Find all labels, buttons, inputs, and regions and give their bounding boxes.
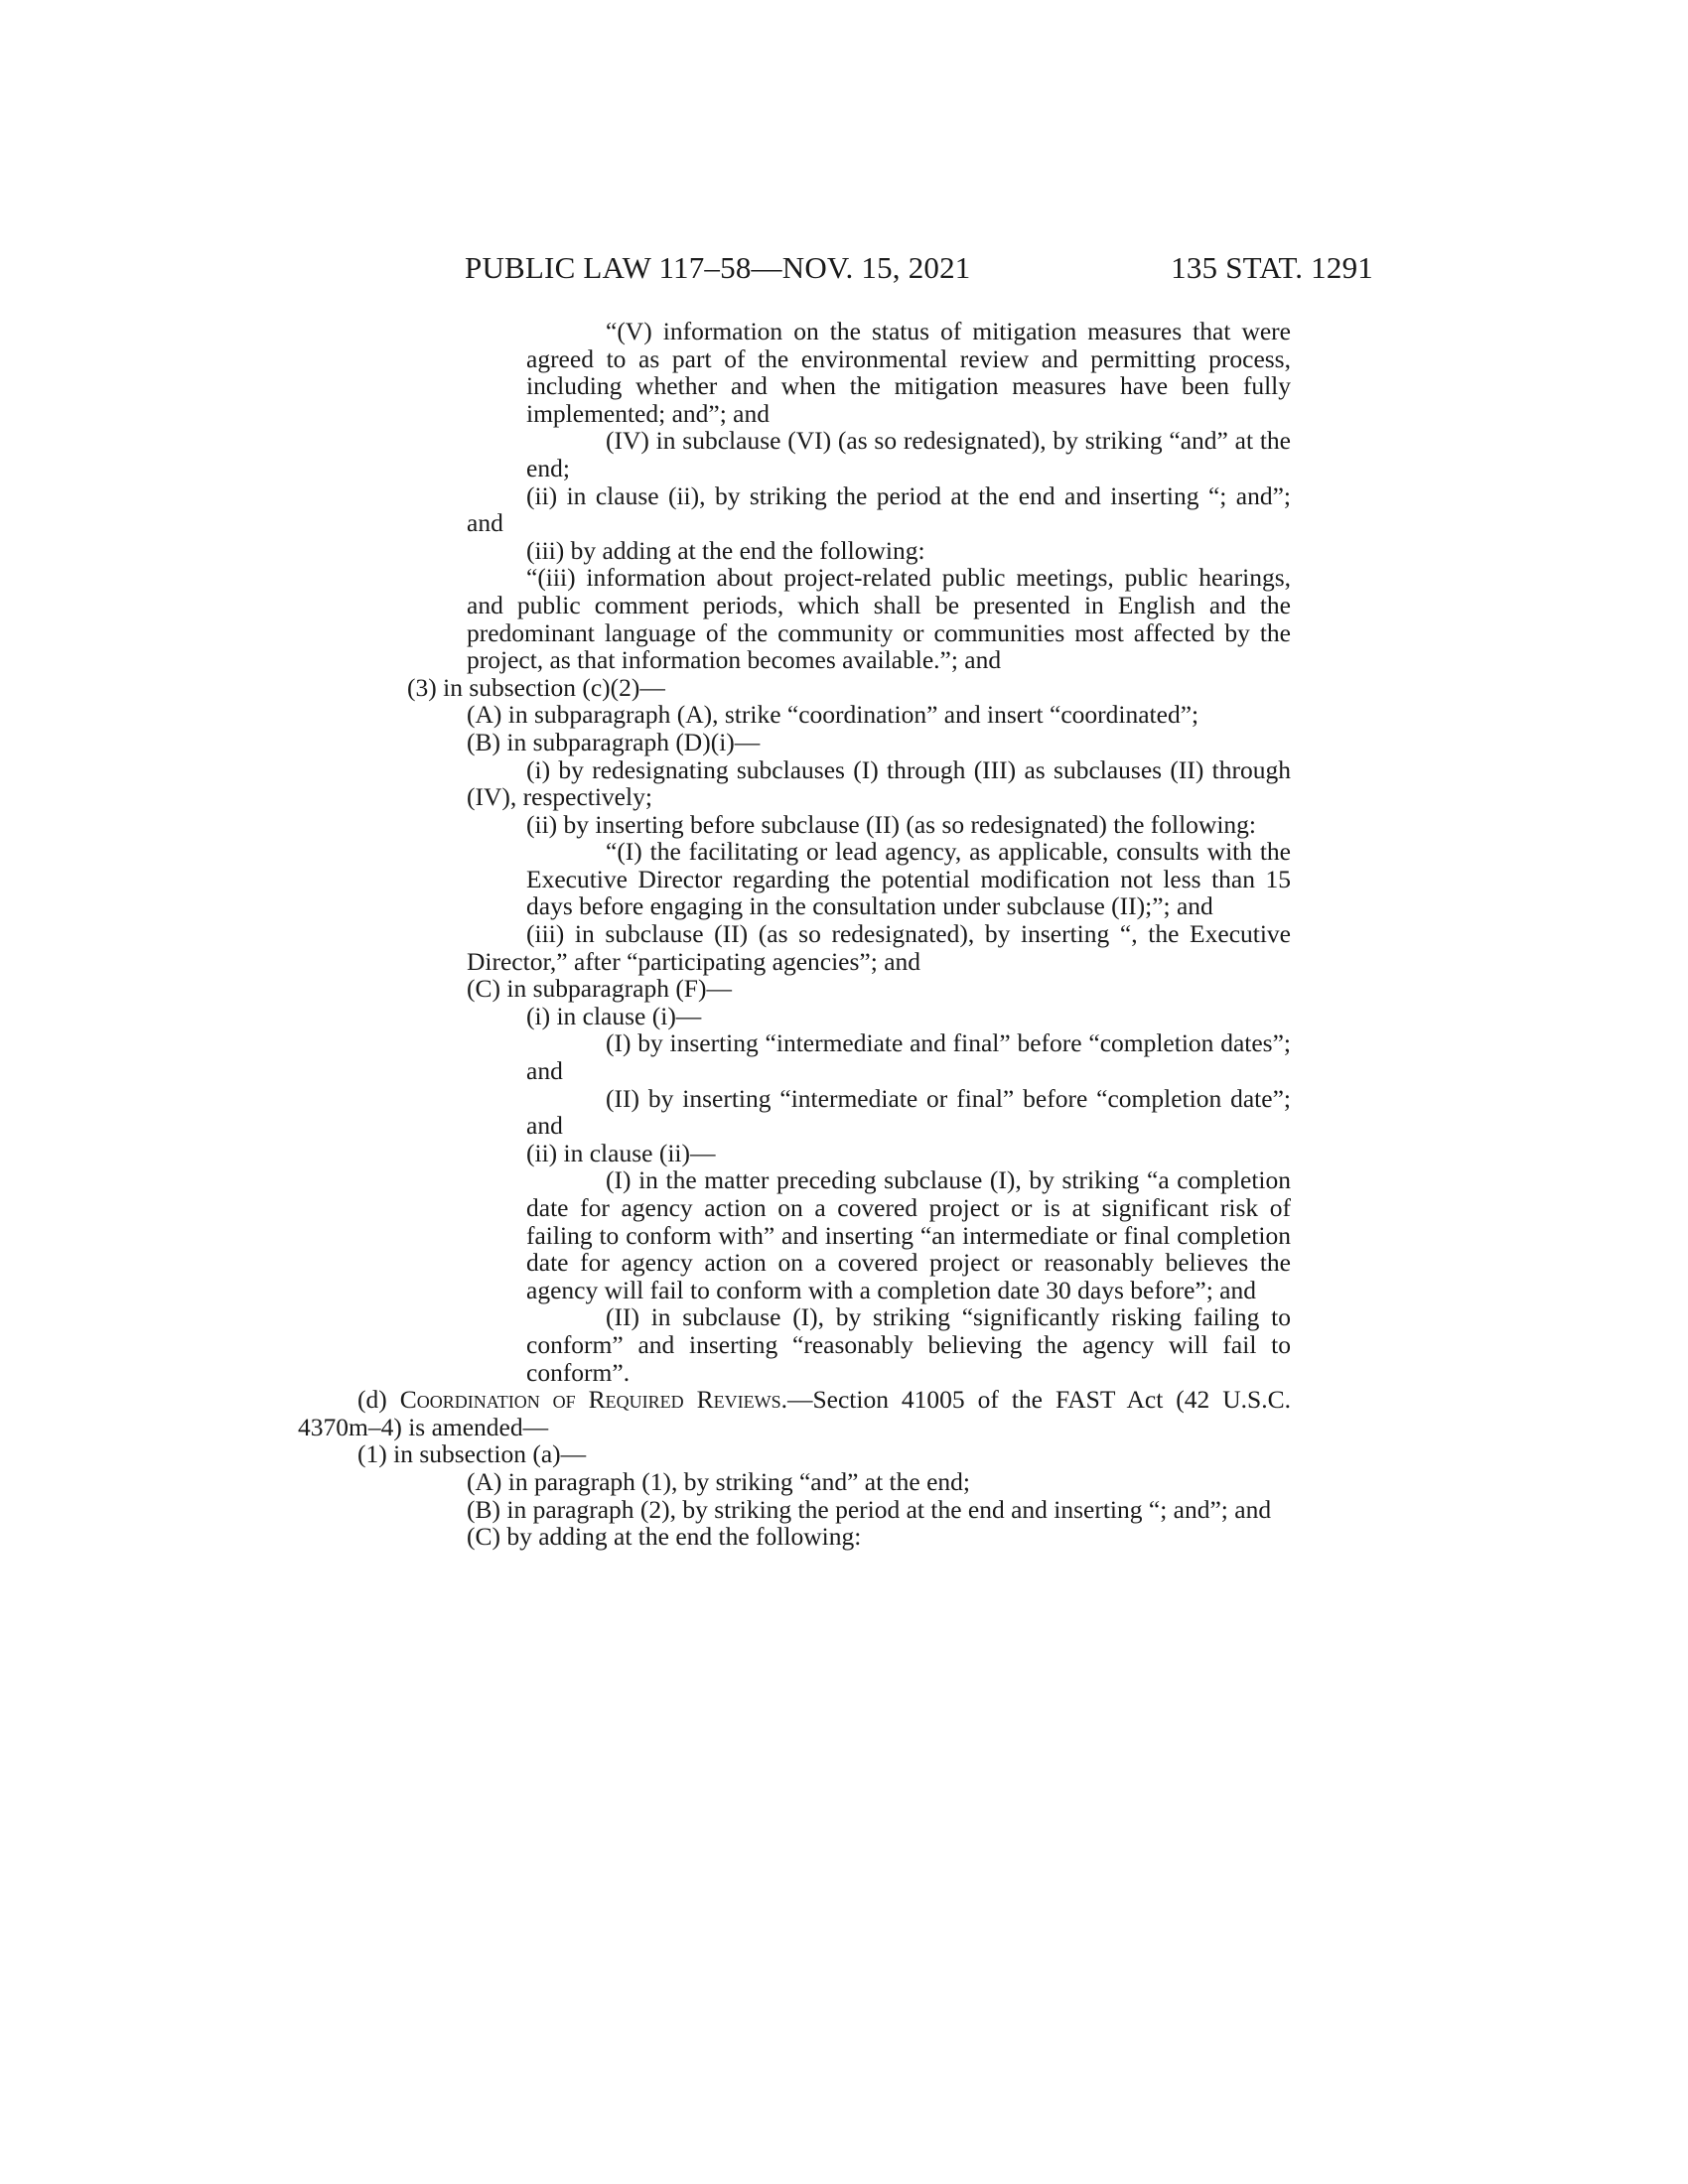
page-header xyxy=(465,250,1373,290)
paragraph: “(V) information on the status of mitigation measures that were agreed to as part of the environmental review and permitting process, including whether and when the mitigation measures have been fully implemented; and”; and xyxy=(526,317,1291,428)
paragraph-text: —Section 41005 of the FAST Act (42 U.S.C. 4370m–4) is amended— xyxy=(298,1385,1291,1441)
paragraph: (ii) by inserting before subclause (II) (as so redesignated) the following: xyxy=(526,809,1257,839)
paragraph: (A) in subparagraph (A), strike “coordination” and insert “coordinated”; xyxy=(467,700,1199,730)
header-statute-page: 135 STAT. 1291 xyxy=(1171,250,1373,285)
section-paragraph xyxy=(298,1386,1291,1440)
paragraph: (3) in subsection (c)(2)— xyxy=(407,672,665,702)
paragraph: (i) by redesignating subclauses (I) through (III) as subclauses (II) through (IV), respectively; xyxy=(467,754,1291,812)
paragraph: (1) in subsection (a)— xyxy=(357,1439,587,1469)
paragraph: (A) in paragraph (1), by striking “and” at the end; xyxy=(467,1466,970,1496)
paragraph: (IV) in subclause (VI) (as so redesignated), by striking “and” at the end; xyxy=(526,426,1291,482)
section-heading: Coordination of Required Reviews. xyxy=(399,1385,787,1415)
paragraph: (i) in clause (i)— xyxy=(526,1001,702,1030)
paragraph: “(I) the facilitating or lead agency, as applicable, consults with the Executive Director regarding the potential modification not less than 15 days before engaging in the consultation under subclause (II);”; and xyxy=(526,837,1291,921)
paragraph: (I) in the matter preceding subclause (I), by striking “a completion date for agency action on a covered project or is at significant risk of failing to conform with” and inserting “an intermediate or final completion date for agency action on a covered project or reasonably believes the agency will fail to conform with a completion date 30 days before”; and xyxy=(526,1165,1291,1304)
paragraph: (B) in paragraph (2), by striking the period at the end and inserting “; and”; and xyxy=(467,1494,1272,1524)
paragraph: (iii) by adding at the end the following: xyxy=(526,535,925,565)
paragraph: (C) by adding at the end the following: xyxy=(467,1522,862,1552)
paragraph: (ii) in clause (ii)— xyxy=(526,1138,716,1167)
paragraph: (II) in subclause (I), by striking “significantly risking failing to conform” and inserting “reasonably believing the agency will fail to conform”. xyxy=(526,1302,1291,1387)
document-body xyxy=(298,318,1489,1551)
paragraph: “(iii) information about project-related public meetings, public hearings, and public comment periods, which shall be presented in English and the predominant language of the community or communities most affected by the project, as that information becomes available.”; and xyxy=(467,563,1291,675)
paragraph: (C) in subparagraph (F)— xyxy=(467,974,732,1004)
paragraph: (I) by inserting “intermediate and final” before “completion dates”; and xyxy=(526,1028,1291,1086)
paragraph: (iii) in subclause (II) (as so redesignated), by inserting “, the Executive Director,” after “participating agencies”; and xyxy=(467,919,1291,976)
header-public-law: PUBLIC LAW 117–58—NOV. 15, 2021 xyxy=(465,250,971,285)
paragraph: (B) in subparagraph (D)(i)— xyxy=(467,727,761,756)
paragraph: (II) by inserting “intermediate or final” before “completion date”; and xyxy=(526,1083,1291,1141)
paragraph-prefix: (d) xyxy=(357,1385,400,1415)
paragraph: (ii) in clause (ii), by striking the period at the end and inserting “; and”; and xyxy=(467,480,1291,538)
